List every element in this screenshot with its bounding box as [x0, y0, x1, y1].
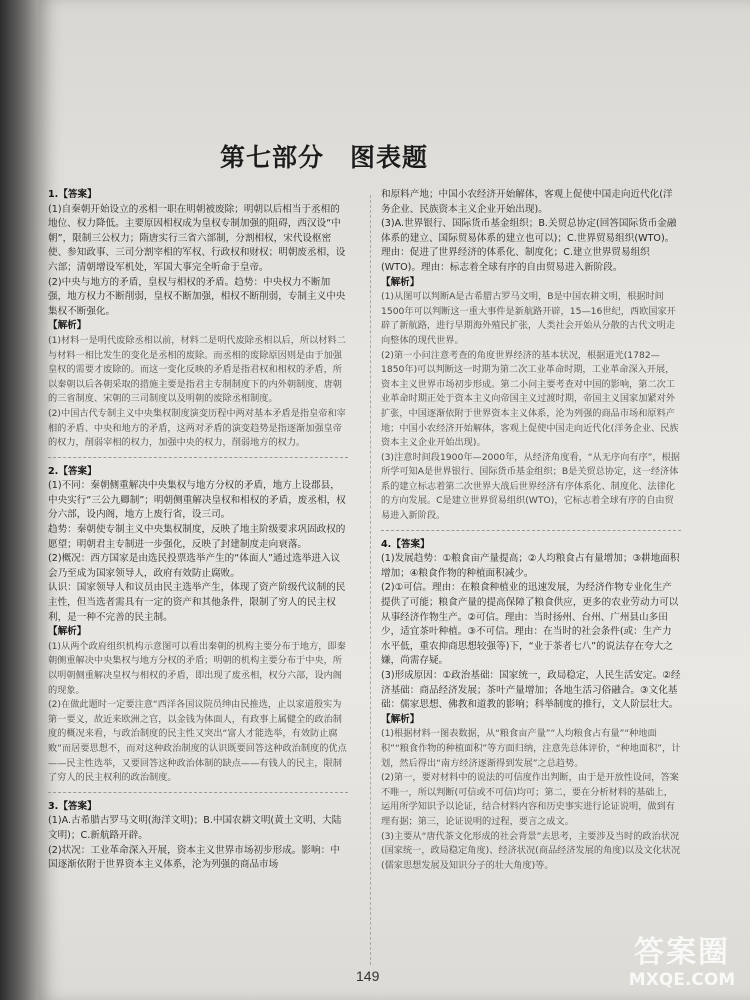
answer-paragraph: (2)①可信。理由：在粮食种植业的迅速发展，为经济作物专业化生产提供了可能；粮食产量的提高保障了粮食供应，更多的农业劳动力可以从事经济作物生产。②可信。理由：当时扬州、台州、广州县山多田少，适宜茶叶种植。③不可信。理由：在当时的社会条件(或：生产力水平低，重农抑商思想较强等)下，“业于茶者七八”的说法存在夸大之嫌，尚需存疑。	[381, 582, 679, 667]
section-divider	[48, 792, 348, 793]
analysis-paragraph: (1)从图可以判断A是古希腊古罗马文明，B是中国农耕文明，根据时间1500年可以判断这一重大事件是新航路开辟，15—16世纪，西欧国家开辟了新航路，进行早期海外殖民扩张，人类社会开始从分散的古代文明走向整体的现代世界。	[381, 291, 676, 346]
answer-paragraph: (2)中央与地方的矛盾，皇权与相权的矛盾。趋势：中央权力不断加强，地方权力不断削弱，皇权不断加强，相权不断削弱，专制主义中央集权不断强化。	[48, 276, 346, 317]
title-name: 图表题	[350, 143, 429, 172]
watermark-logo	[622, 936, 742, 996]
answer-paragraph: 趋势：秦朝使专制主义中央集权制度，反映了地主阶级要求巩固政权的愿望；明朝君主专制进一步强化，反映了封建制度走向衰落。	[48, 524, 346, 550]
analysis-heading: 【解析】	[48, 626, 87, 638]
section-divider	[48, 457, 348, 458]
answer-paragraph: (1)不同：秦朝侧重解决中央集权与地方分权的矛盾，地方上设郡县，中央实行“三公九卿制”；明朝侧重解决皇权和相权的矛盾，废丞相，权分六部，设内阁，地方上废行省，设三司。	[48, 480, 346, 521]
analysis-heading: 【解析】	[48, 320, 87, 332]
watermark-url: MXQE.COM	[628, 970, 736, 990]
watermark-text: 答案圈	[634, 935, 730, 970]
right-column	[381, 188, 681, 873]
section-divider	[381, 530, 681, 531]
analysis-paragraph: (2)中国古代专制主义中央集权制度演变历程中两对基本矛盾是指皇帝和宰相的矛盾、中央和地方的矛盾，这两对矛盾的演变趋势是指逐渐加强皇帝的权力，削弱宰相的权力，加强中央的权力，削弱地方的权力。	[48, 407, 346, 449]
analysis-paragraph: (2)第一小问注意考查的角度世界经济的基本状况，根据道光(1782—1850年)可以判断这一时期为第二次工业革命时期，工业革命深入开展，资本主义世界市场初步形成。第二小问主要考查对中国的影响，第二次工业革命时期正处于资本主义向帝国主义过渡时期，帝国主义国家加紧对外扩张，中国逐渐依附于世界资本主义体系，沦为列强的商品市场和原料产地；中国小农经济开始解体，客观上促使中国走向近代化(洋务企业、民族资本主义企业开始出现)。	[381, 349, 679, 449]
answer-paragraph: 和原料产地；中国小农经济开始解体，客观上促使中国走向近代化(洋务企业、民族资本主义企业开始出现)。	[381, 189, 673, 215]
analysis-block	[48, 640, 348, 786]
answer-paragraph: (2)状况：工业革命深入开展，资本主义世界市场初步形成。影响：中国逐渐依附于世界资本主义体系，沦为列强的商品市场	[48, 844, 340, 871]
analysis-heading: 【解析】	[381, 713, 420, 725]
answer-heading: 3.【答案】	[48, 800, 97, 812]
analysis-heading: 【解析】	[381, 276, 420, 288]
analysis-paragraph: (2)第一，要对材料中的说法的可信度作出判断，由于是开放性设问，答案不唯一，所以判断(可信或不可信)均可；第二，要在分析材料的基础上，运用所学知识予以论证，结合材料内容和历史事实进行论证说明，做到有理有据；第三，论证说明的过程，要言之成文。	[381, 772, 679, 827]
analysis-paragraph: (3)注意时间段1900年—2000年，从经济角度看，“从无序向有序”，根据所学可知A是世界银行、国际货币基金组织；B是关贸总协定，这一经济体系的建立标志着第二次世界大战后世界经济有序体系化、制度化、法律化的方向发展。C是建立世界贸易组织(WTO)，它标志着全球有序的自由贸易进入新阶段。	[381, 451, 680, 522]
column-divider	[370, 195, 371, 965]
answer-paragraph: (3)A.世界银行、国际货币基金组织；B.关贸总协定(回答国际货币金融体系的建立、国际贸易体系的建立也可以)；C.世界贸易组织(WTO)。理由：促进了世界经济的体系化、制度化；C.建立世界贸易组织(WTO)。理由：标志着全球有序的自由贸易进入新阶段。	[381, 218, 677, 273]
answer-paragraph: 认识：国家领导人和议员由民主选举产生，体现了资产阶级代议制的民主性，但当选者需具有一定的资产和其他条件，限制了穷人的民主权利，是一种不完善的民主制。	[48, 582, 346, 623]
title-part: 第七部分	[220, 143, 325, 172]
analysis-block	[381, 290, 681, 524]
analysis-block	[48, 334, 348, 451]
analysis-paragraph: (1)根据材料一图表数据，从“粮食亩产量”“人均粮食占有量”“种地面积”“粮食作物的种植面积”等方面归纳，注意先总体评价，“种地面积”，计划，然后得出“南方经济逐渐得到发展”之总趋势。	[381, 728, 681, 769]
analysis-paragraph: (1)材料一是明代废除丞相以前，材料二是明代废除丞相以后，所以材料二与材料一相比发生的变化是丞相的废除。而丞相的废除原因则是由于加强皇权的需要才废除的。而这一变化反映的矛盾是指君权和相权的矛盾，所以秦朝以后各朝采取的措施主要是指君主专制制度下的内外朝制度、唐朝的三省制度、宋朝的三司制度以及明朝的废除丞相制度。	[48, 334, 346, 405]
answer-paragraph: (1)A.古希腊古罗马文明(海洋文明)；B.中国农耕文明(黄土文明、大陆文明)；C.新航路开辟。	[48, 815, 342, 841]
answer-paragraph: (1)自秦朝开始设立的丞相一职在明朝被废除；明朝以后相当于丞相的地位、权力降低。主要原因相权成为皇权专制加强的阻碍，西汉设“中朝”，限制三公权力；隋唐实行三省六部制，分割相权，宋代设枢密使、参知政事、三司分割宰相的军权、行政权和财权；明朝废丞相，设六部；清朝增设军机处，军国大事完全听命于皇帝。	[48, 203, 346, 273]
page-number: 149	[356, 968, 380, 984]
answer-heading: 2.【答案】	[48, 465, 97, 477]
book-spine	[0, 0, 42, 1000]
analysis-paragraph: (3)主要从“唐代茶文化形成的社会背景”去思考，主要涉及当时的政治状况(国家统一，政局稳定角度)、经济状况(商品经济发展的角度)以及文化状况(儒家思想发展及知识分子的壮大角度)等。	[381, 830, 681, 871]
page-title	[220, 138, 520, 174]
left-column	[48, 188, 348, 873]
analysis-paragraph: (2)在做此题时一定要注意“西洋各国议院员绅由民推选，止以家道殷实为第一要义，故近来欧洲之官，以金钱为体面人，有政事上属健全的政治制度的概况来看，与政治制度的民主性又突出“富人才能选举，有效防止腐败”而居要思想不，而对这种政治制度的认识既要回答这种政治制度的优点——民主性选举，又要回答这种政治体制的缺点——有钱人的民主，限制了穷人的民主权利的政治制度。	[48, 699, 347, 784]
analysis-paragraph: (1)从两个政府组织机构示意图可以看出秦朝的机构主要分布于地方，即秦朝侧重解决中央集权与地方分权的矛盾；明朝的机构主要分布于中央，所以明朝侧重解决皇权与相权的矛盾，即出现了废丞相，权分六部，设内阁的现象。	[48, 640, 346, 696]
answer-paragraph: (2)概况：西方国家是由选民投票选举产生的“体面人”通过选举进入议会乃至成为国家领导人，政府有效防止腐败。	[48, 553, 341, 579]
answer-paragraph: (3)形成原因：①政治基础：国家统一，政局稳定，人民生活安定。②经济基础：商品经济发展；茶叶产量增加；各地生活习俗融合。③文化基础：儒家思想、佛教和道教的影响；科举制度的推行，文人阶层壮大。	[381, 670, 681, 711]
answer-paragraph: (1)发展趋势：①粮食亩产量提高；②人均粮食占有量增加；③耕地面积增加；④粮食作物的种植面积减少。	[381, 553, 680, 579]
answer-heading: 1.【答案】	[48, 189, 97, 200]
analysis-block	[381, 727, 681, 873]
answer-heading: 4.【答案】	[381, 538, 430, 550]
